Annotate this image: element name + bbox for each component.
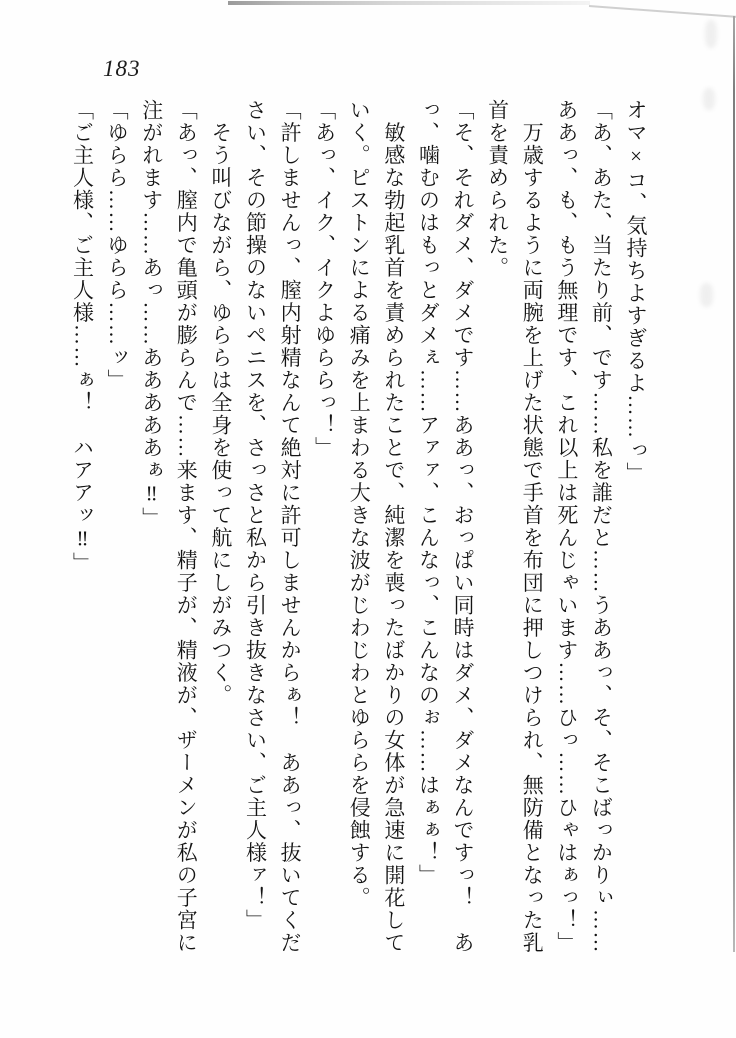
page-text bbox=[65, 99, 653, 957]
text-column: 「あっ、膣内で亀頭が膨らんで……来ます、精子が、精液が、ザーメンが私の子宮に bbox=[174, 99, 199, 954]
text-column: さい、その節操のないペニスを、さっさと私から引き抜きなさい、ご主人様ァ！」 bbox=[243, 99, 268, 932]
text-column: 敏感な勃起乳首を責められたことで、純潔を喪ったばかりの女体が急速に開花して bbox=[381, 99, 406, 954]
text-column: いく。ピストンによる痛みを上まわる大きな波がじわじわとゆららを侵蝕する。 bbox=[347, 99, 372, 909]
scan-artifact-ghost-mark bbox=[700, 283, 713, 307]
text-column: 「そ、それダメ、ダメです……ああっ、おっぱい同時はダメ、ダメなんですっ！ あ bbox=[451, 99, 476, 954]
text-column: オマ×コ、気持ちよすぎるよ……っ」 bbox=[624, 99, 648, 485]
text-column: 万歳するように両腕を上げた状態で手首を布団に押しつけられ、無防備となった乳 bbox=[520, 99, 545, 954]
text-column: 「あっ、イク、イクよゆららっ！」 bbox=[312, 99, 337, 459]
text-column: っ、噛むのはもっとダメぇ……アァァ、こんなっ、こんなのぉ……はぁぁ！」 bbox=[416, 99, 441, 887]
page-number: 183 bbox=[103, 56, 141, 81]
text-column: 「あ、あた、当たり前、です……私を誰だと……うああっ、そ、そこばっかりぃ…… bbox=[589, 99, 614, 954]
text-column: ああっ、も、もう無理です、これ以上は死んじゃいます……ひっ……ひゃはぁっ！」 bbox=[554, 99, 579, 954]
scan-artifact-top-streak bbox=[228, 1, 590, 5]
text-column: そう叫びながら、ゆららは全身を使って航にしがみつく。 bbox=[208, 99, 233, 707]
text-column: 「ゆらら……ゆらら……ッ」 bbox=[105, 99, 130, 392]
text-column: 首を責められた。 bbox=[485, 99, 510, 279]
text-column: 注がれます……あっ……あああああぁ‼」 bbox=[139, 99, 164, 530]
scan-artifact-ghost-mark bbox=[705, 20, 717, 48]
text-column: 「許しませんっ、膣内射精なんて絶対に許可しませんからぁ！ ああっ、抜いてくだ bbox=[278, 99, 303, 954]
scan-artifact-page-edge bbox=[733, 16, 735, 952]
text-column: 「ご主人様、ご主人様……ぁ！ ハアアッ‼」 bbox=[70, 99, 95, 575]
scan-artifact-ghost-mark bbox=[703, 88, 715, 110]
scan-artifact-top-diagonal bbox=[589, 5, 736, 18]
